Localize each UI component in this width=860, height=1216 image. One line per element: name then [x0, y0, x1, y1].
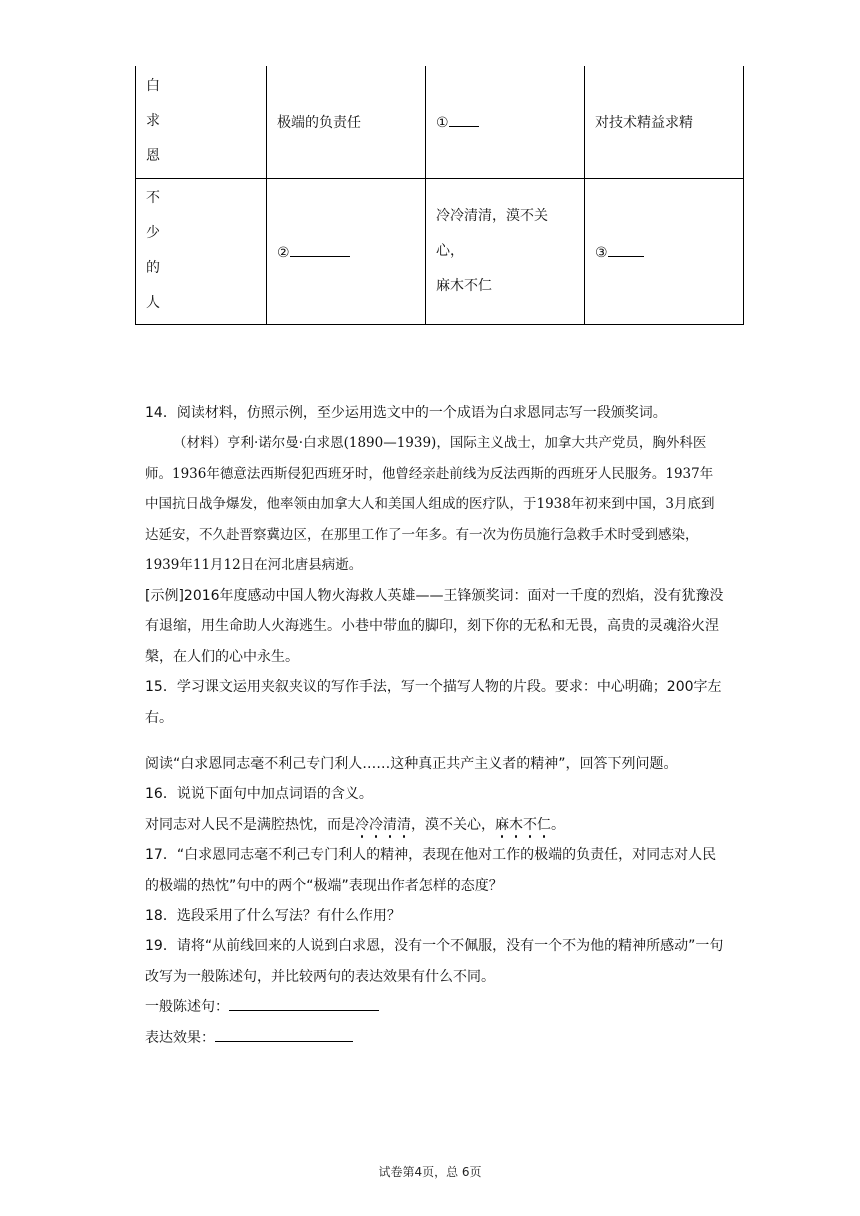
dotted-char: 清 — [383, 816, 397, 833]
answer-blank[interactable] — [608, 242, 644, 257]
answer-label: 表达效果： — [145, 1029, 215, 1046]
answer-line-1 — [145, 992, 725, 1022]
question-16-sentence — [145, 810, 725, 840]
subject-char: 白 — [146, 78, 160, 95]
sentence-text: 对同志对人民不是满腔热忱，而是 — [145, 816, 355, 833]
cell-text: 冷冷清清，漠不关心， — [436, 207, 548, 259]
dotted-char: 不 — [523, 816, 537, 833]
dotted-char: 冷 — [369, 816, 383, 833]
sentence-text: 。 — [551, 816, 565, 833]
cell-text: ③ — [595, 244, 608, 261]
subject-char: 恩 — [146, 148, 160, 165]
table-cell — [267, 66, 426, 178]
table-cell — [585, 178, 744, 324]
page-footer: 试卷第4页，总 6页 — [378, 1165, 482, 1179]
subject-char: 求 — [146, 113, 160, 130]
material-text: （材料）亨利·诺尔曼·白求恩(1890—1939)，国际主义战士，加拿大共产党员，胸外科医师。1936年德意法西斯侵犯西班牙时，他曾经亲赴前线为反法西斯的西班牙人民服务。1937年中国抗日战争爆发，他率领由加拿大人和美国人组成的医疗队，于1938年初来到中国，3月底到达延安，不久赴晋察冀边区，在那里工作了一年多。有一次为伤员施行急救手术时受到感染，1939年11月12日在河北唐县病逝。 — [145, 435, 715, 574]
answer-blank[interactable] — [290, 242, 350, 257]
answer-blank[interactable] — [215, 1027, 353, 1042]
dotted-char: 仁 — [537, 816, 551, 833]
cell-text: 对技术精益求精 — [595, 114, 693, 131]
dotted-word — [355, 817, 411, 833]
table-cell — [426, 66, 585, 178]
table-cell — [426, 178, 585, 324]
table-cell — [585, 66, 744, 178]
table-cell — [267, 178, 426, 324]
subject-char: 的 — [146, 260, 160, 276]
dotted-char: 清 — [397, 816, 411, 833]
cell-text: ② — [277, 244, 290, 261]
answer-blank[interactable] — [229, 996, 379, 1011]
subject-char: 不 — [146, 190, 160, 206]
sentence-text: ，漠不关心， — [411, 816, 495, 833]
question-19: 19．请将“从前线回来的人说到白求恩，没有一个不佩服，没有一个不为他的精神所感动”一句改写为一般陈述句，并比较两句的表达效果有什么不同。 — [145, 938, 724, 985]
cell-text: 极端的负责任 — [277, 114, 361, 131]
questions-body — [145, 398, 725, 1053]
dotted-word — [495, 817, 551, 833]
answer-line-2 — [145, 1023, 725, 1053]
table-row — [136, 178, 744, 324]
question-15: 15．学习课文运用夹叙夹议的写作手法，写一个描写人物的片段。要求：中心明确；200字左右。 — [145, 679, 722, 726]
cell-text: 麻木不仁 — [436, 277, 492, 294]
dotted-char: 木 — [509, 816, 523, 833]
table-row — [136, 66, 744, 178]
row-subject-cell — [136, 66, 267, 178]
dotted-char: 冷 — [355, 816, 369, 833]
cell-text: ① — [436, 115, 449, 132]
question-18: 18．选段采用了什么写法？有什么作用？ — [145, 907, 401, 924]
example-text: [示例]2016年度感动中国人物火海救人英雄——王锋颁奖词：面对一千度的烈焰，没有犹豫没有退缩，用生命助人火海逃生。小巷中带血的脚印，刻下你的无私和无畏，高贵的灵魂浴火涅槃，在人们的心中永生。 — [145, 587, 724, 665]
subject-char: 人 — [146, 295, 160, 311]
answer-label: 一般陈述句： — [145, 999, 229, 1016]
comparison-table — [135, 66, 744, 325]
question-17: 17．“白求恩同志毫不利己专门利人的精神，表现在他对工作的极端的负责任，对同志对人民的极端的热忱”句中的两个“极端”表现出作者怎样的态度？ — [145, 847, 717, 894]
row-subject-cell — [136, 178, 267, 324]
reading-intro: 阅读“白求恩同志毫不利己专门利人……这种真正共产主义者的精神”，回答下列问题。 — [145, 755, 678, 772]
answer-blank[interactable] — [449, 112, 479, 127]
question-16: 16．说说下面句中加点词语的含义。 — [145, 786, 373, 803]
dotted-char: 麻 — [495, 816, 509, 833]
subject-char: 少 — [146, 225, 160, 241]
question-14: 14．阅读材料，仿照示例，至少运用选文中的一个成语为白求恩同志写一段颁奖词。 — [145, 405, 667, 421]
